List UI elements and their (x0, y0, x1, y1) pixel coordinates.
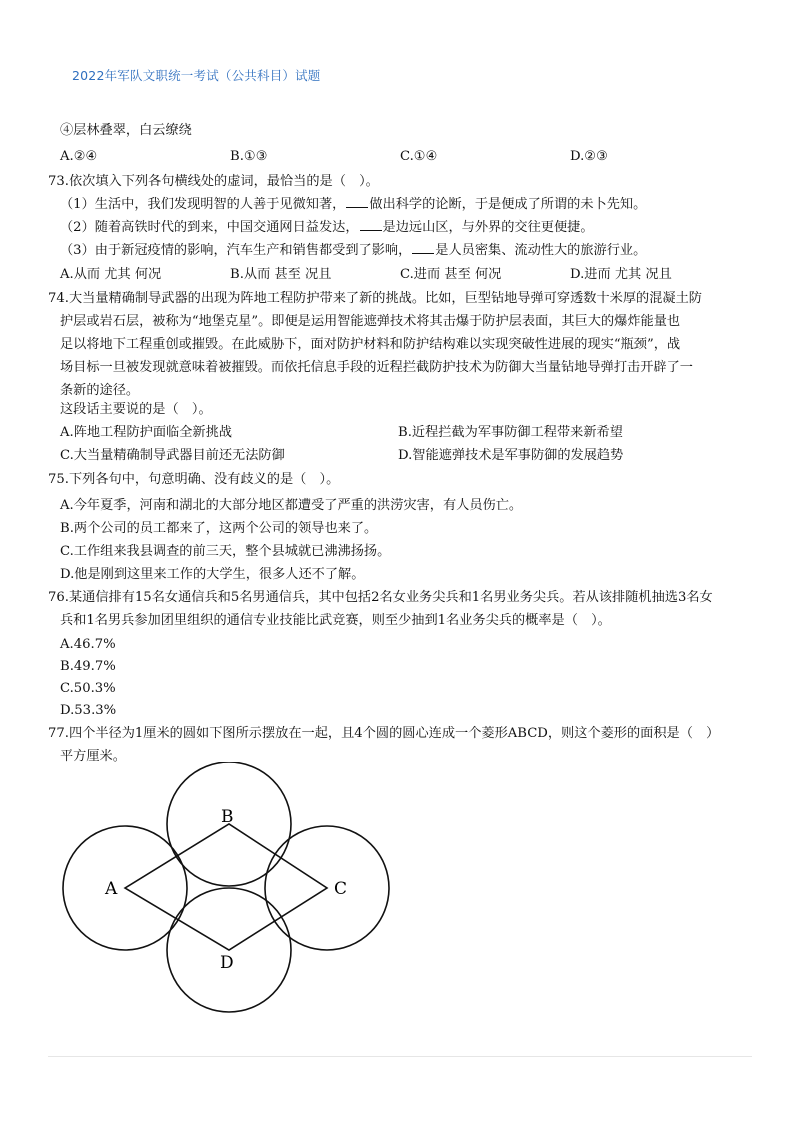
q73-option-c: C.进而 甚至 何况 (400, 267, 502, 282)
q73-s3-part-b: 是人员密集、流动性大的旅游行业。 (435, 243, 647, 258)
q74-line-3: 足以将地下工程重创或摧毁。在此威胁下，面对防护材料和防护结构难以实现突破性进展的现实“瓶颈”，战 (60, 337, 681, 352)
q76-option-d: D.53.3% (60, 703, 117, 718)
document-header: 2022年军队文职统一考试（公共科目）试题 (72, 68, 321, 83)
q73-s3-part-a: （3）由于新冠疫情的影响，汽车生产和销售都受到了影响， (60, 243, 412, 258)
q74-option-a: A.阵地工程防护面临全新挑战 (60, 425, 232, 440)
q75-stem: 75.下列各句中，句意明确、没有歧义的是（ ）。 (48, 472, 340, 487)
q73-s2-part-a: （2）随着高铁时代的到来，中国交通网日益发达， (60, 220, 359, 235)
prev-option-c: C.①④ (400, 149, 438, 164)
prev-option-b: B.①③ (230, 149, 268, 164)
vertex-label-c: C (334, 879, 348, 899)
q73-sentence-3 (60, 241, 646, 261)
rhombus-abcd (125, 824, 327, 950)
vertex-label-a: A (105, 879, 118, 899)
q74-option-d: D.智能遮弹技术是军事防御的发展趋势 (398, 448, 624, 463)
fill-blank (360, 218, 382, 231)
q74-line-5: 条新的途径。 (60, 383, 140, 398)
q76-line-2: 兵和1名男兵参加团里组织的通信专业技能比武竞赛，则至少抽到1名业务尖兵的概率是（ ）。 (60, 613, 611, 628)
prev-question-tail: ④层林叠翠，白云缭绕 (60, 123, 192, 138)
q74-line-4: 场目标一旦被发现就意味着被摧毁。而依托信息手段的近程拦截防护技术为防御大当量钻地导弹打击开辟了一 (60, 360, 693, 375)
q74-line-2: 护层或岩石层，被称为“地堡克星”。即便是运用智能遮弹技术将其击爆于防护层表面，其巨大的爆炸能量也 (60, 314, 681, 329)
q74-option-c: C.大当量精确制导武器目前还无法防御 (60, 448, 285, 463)
q77-line-2: 平方厘米。 (60, 749, 126, 764)
rhombus-circles-figure (55, 762, 400, 1052)
fill-blank (412, 241, 434, 254)
q73-s1-part-a: （1）生活中，我们发现明智的人善于见微知著， (60, 197, 346, 212)
q73-s1-part-b: 做出科学的论断，于是便成了所谓的未卜先知。 (369, 197, 647, 212)
q73-sentence-2 (60, 218, 594, 238)
q76-option-a: A.46.7% (60, 637, 116, 652)
q75-option-d: D.他是刚到这里来工作的大学生，很多人还不了解。 (60, 567, 365, 582)
q76-option-b: B.49.7% (60, 659, 116, 674)
q73-option-a: A.从而 尤其 何况 (60, 267, 162, 282)
q76-line-1: 76.某通信排有15名女通信兵和5名男通信兵，其中包括2名女业务尖兵和1名男业务尖兵。若从该排随机抽选3名女 (48, 590, 713, 605)
footer-divider (48, 1056, 752, 1057)
q73-option-d: D.进而 尤其 况且 (570, 267, 672, 282)
prev-option-d: D.②③ (570, 149, 608, 164)
q76-option-c: C.50.3% (60, 681, 116, 696)
q73-sentence-1 (60, 195, 646, 215)
q73-s2-part-b: 是边远山区，与外界的交往更便捷。 (382, 220, 594, 235)
vertex-label-d: D (220, 953, 234, 973)
vertex-label-b: B (221, 807, 234, 827)
prev-option-a: A.②④ (60, 149, 98, 164)
q74-option-b: B.近程拦截为军事防御工程带来新希望 (398, 425, 623, 440)
fill-blank (346, 195, 368, 208)
q74-ask: 这段话主要说的是（ ）。 (60, 402, 212, 417)
q73-stem: 73.依次填入下列各句横线处的虚词，最恰当的是（ ）。 (48, 174, 379, 189)
q73-option-b: B.从而 甚至 况且 (230, 267, 332, 282)
q77-line-1: 77.四个半径为1厘米的圆如下图所示摆放在一起，且4个圆的圆心连成一个菱形ABCD，则这个菱形的面积是（ ） (48, 726, 720, 741)
q75-option-c: C.工作组来我县调查的前三天，整个县城就已沸沸扬扬。 (60, 544, 391, 559)
q75-option-a: A.今年夏季，河南和湖北的大部分地区都遭受了严重的洪涝灾害，有人员伤亡。 (60, 498, 523, 513)
q74-line-1: 74.大当量精确制导武器的出现为阵地工程防护带来了新的挑战。比如，巨型钻地导弹可穿透数十米厚的混凝土防 (48, 291, 702, 306)
q75-option-b: B.两个公司的员工都来了，这两个公司的领导也来了。 (60, 521, 378, 536)
